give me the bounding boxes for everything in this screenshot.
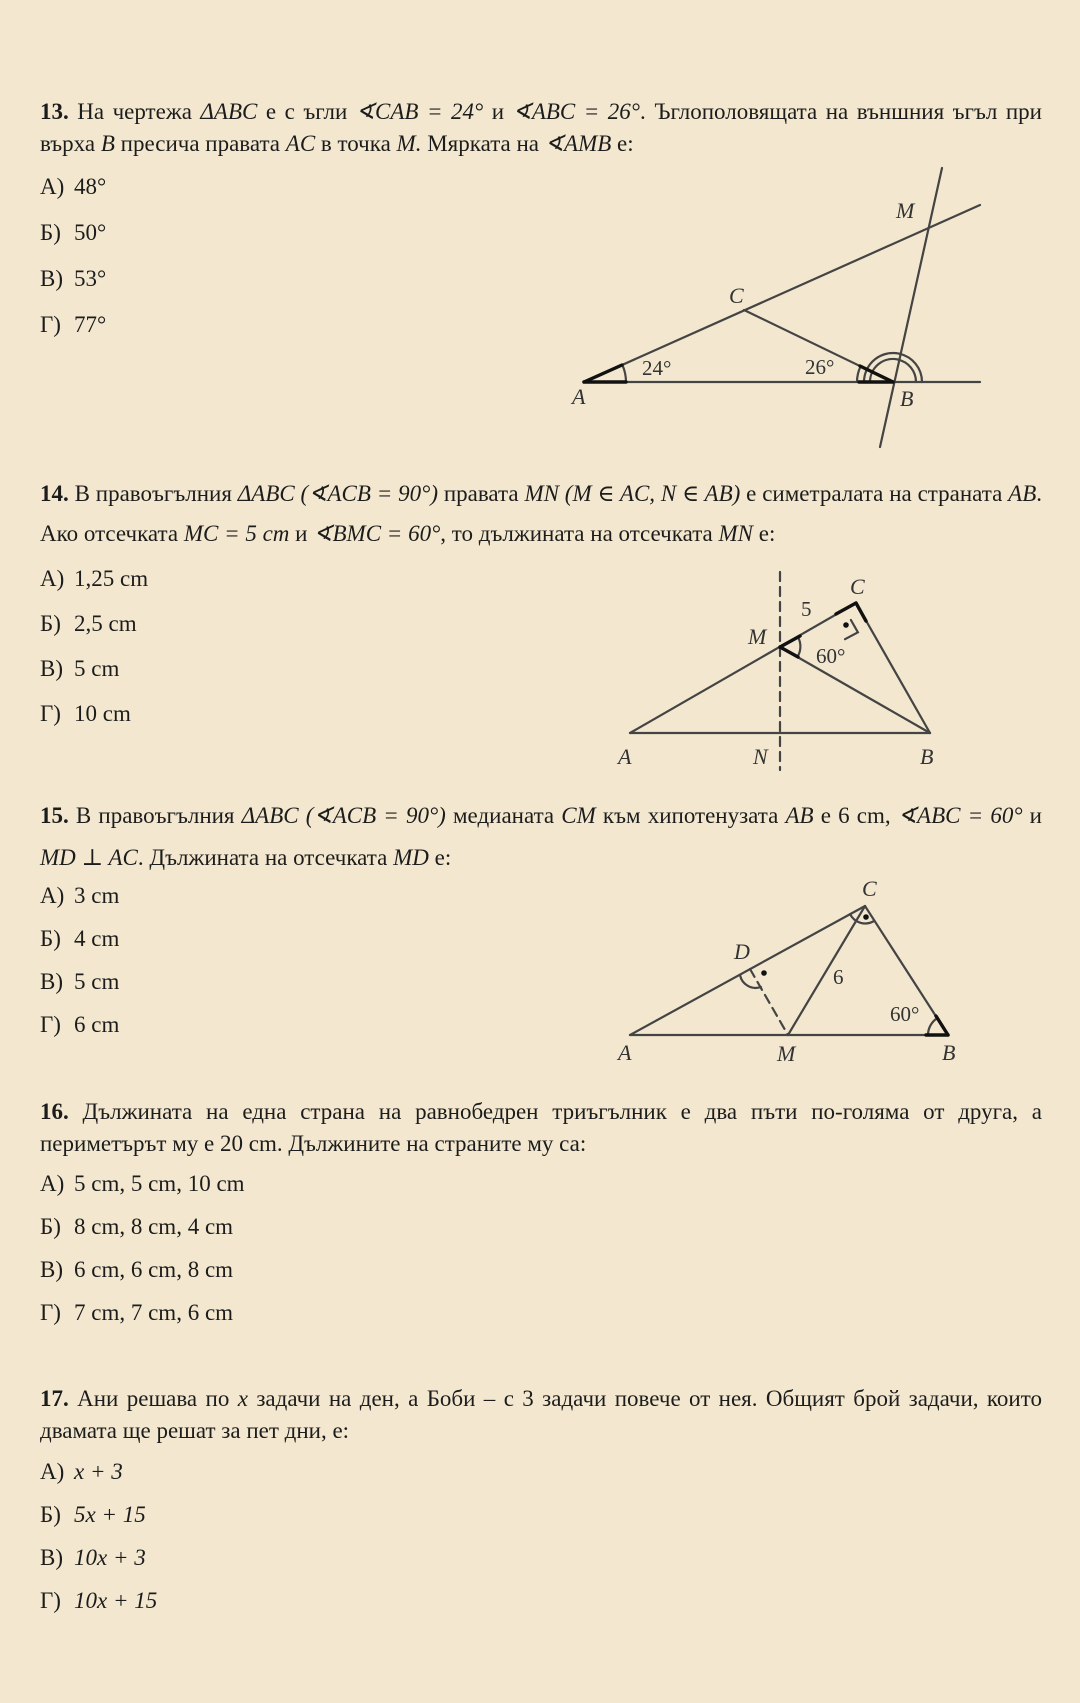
math-expr: CM [561,803,596,828]
angle-label-b: 60° [890,1002,920,1026]
stem-text: е: [428,845,452,870]
option-text: 53° [74,266,107,291]
angle-label-b: 26° [805,355,835,379]
math-expr: AB [1008,481,1037,506]
perpendicular-md [750,969,788,1035]
option-label: А) [40,1171,65,1196]
angle-label-m: 60° [816,644,846,668]
option-a[interactable] [40,566,148,592]
option-c[interactable] [40,969,119,995]
option-a[interactable] [40,883,119,909]
question-number: 17. [40,1386,69,1411]
side-ac [630,603,856,733]
math-expr: M. [396,131,422,156]
vertex-label-b: B [920,744,934,769]
option-b[interactable] [40,1214,233,1240]
option-a[interactable] [40,174,106,200]
option-d[interactable] [40,1012,119,1038]
option-label: Б) [40,611,61,636]
stem-text: в точка [315,131,397,156]
stem-text: На чертежа [68,99,201,124]
angle-b-arc [857,366,861,382]
stem-text: Ани решава по [68,1386,238,1411]
stem-text: е: [752,521,776,546]
option-text: 10x + 3 [74,1545,146,1570]
question-13 [40,96,1042,337]
math-expr: B [100,131,115,156]
math-expr: MD [393,845,429,870]
option-d[interactable] [40,701,131,727]
math-expr: ∢ABC = 60° [897,803,1023,828]
right-angle-dot [843,622,849,628]
question-number: 15. [40,803,69,828]
vertex-label-m: M [896,198,915,223]
stem-text: Дължината на една страна на равнобедрен триъгълник е два пъти по-голяма от друга, а периметърът му е 20 cm. Дължините на страните му са: [40,1099,1042,1156]
option-b[interactable] [40,220,106,246]
option-label: Г) [40,701,61,726]
angle-a-arc [622,365,626,382]
side-bc [856,603,930,733]
question-16 [40,1096,1042,1325]
stem-text: , то дължината на отсечката [440,521,719,546]
side-mark [936,1016,948,1035]
side-mark [780,636,800,647]
option-c[interactable] [40,1545,146,1571]
option-text: 5 cm [74,656,120,681]
math-expr: ΔABC [200,99,258,124]
stem-text: правата [438,481,525,506]
option-text: 50° [74,220,107,245]
stem-text: . Дължината на отсечката [137,845,394,870]
vertex-label-b: B [942,1040,956,1065]
stem-text: . Ако отсечката [40,481,1043,546]
option-a[interactable] [40,1171,245,1197]
option-text: 6 cm, 6 cm, 8 cm [74,1257,234,1282]
question-17 [40,1383,1042,1613]
median-cm [788,906,865,1035]
option-label: А) [40,174,65,199]
option-label: В) [40,1257,63,1282]
option-label: В) [40,969,63,994]
option-text: 5 cm [74,969,120,994]
question-14 [40,474,1043,726]
option-text: 3 cm [74,883,120,908]
option-b[interactable] [40,1502,146,1528]
math-expr: ∢CAB = 24° [355,99,484,124]
question-number: 14. [40,481,69,506]
option-text: x + 3 [74,1459,123,1484]
option-b[interactable] [40,926,119,952]
option-text: 10 cm [74,701,131,726]
question-14-stem [40,474,1042,554]
option-label: Б) [40,1214,61,1239]
math-expr: ∢ABC = 26° [512,99,640,124]
option-label: А) [40,883,65,908]
option-label: А) [40,566,65,591]
vertex-label-m: M [748,624,767,649]
option-label: А) [40,1459,65,1484]
side-mark [856,603,866,621]
stem-text: В правоъгълния [68,481,238,506]
option-label: В) [40,1545,63,1570]
question-number: 16. [40,1099,69,1124]
length-label-mc: 5 [801,597,812,621]
option-text: 4 cm [74,926,120,951]
math-expr: MC = 5 cm [183,521,290,546]
side-mark [584,365,622,382]
angle-b-arc [928,1018,937,1035]
stem-text: и [483,99,513,124]
stem-text: и [1022,803,1042,828]
option-label: В) [40,656,63,681]
option-c[interactable] [40,656,119,682]
question-15 [40,795,1042,1037]
option-text: 48° [74,174,107,199]
vertex-label-c: C [862,876,877,901]
side-mark [780,647,798,657]
math-expr: ∢AMB [544,131,612,156]
option-label: В) [40,266,63,291]
option-text: 77° [74,312,107,337]
stem-text: и [289,521,314,546]
option-label: Б) [40,1502,61,1527]
length-label-cm: 6 [833,965,844,989]
exterior-angle-arc-1 [898,360,916,382]
option-c[interactable] [40,266,106,292]
math-expr: AC [285,131,316,156]
question-13-stem [40,96,1042,160]
question-17-stem [40,1383,1042,1447]
stem-text: . Ъглополовящата на външния ъгъл при върха [40,99,1042,156]
stem-text: Мярката на [421,131,545,156]
stem-text: към хипотенузата [595,803,786,828]
option-b[interactable] [40,611,137,637]
math-expr: MD ⊥ AC [40,845,138,870]
option-text: 5x + 15 [74,1502,146,1527]
stem-text: пресича правата [114,131,286,156]
option-text: 7 cm, 7 cm, 6 cm [74,1300,234,1325]
vertex-label-m: M [777,1041,796,1066]
stem-text: е симетралата на страната [740,481,1009,506]
option-text: 10x + 15 [74,1588,158,1613]
vertex-label-b: B [900,386,914,411]
option-label: Б) [40,220,61,245]
math-expr: x [237,1386,248,1411]
angle-m-arc [797,637,800,657]
stem-text: е с ъгли [257,99,356,124]
right-angle-dot [863,914,869,920]
option-text: 8 cm, 8 cm, 4 cm [74,1214,234,1239]
right-angle-dot [761,970,767,976]
segment-mb [780,647,930,733]
vertex-label-a: A [618,744,632,769]
vertex-label-n: N [753,744,768,769]
vertex-label-c: C [850,574,865,599]
option-a[interactable] [40,1459,123,1485]
math-expr: MN (M ∈ AC, N ∈ AB) [524,481,741,506]
side-ac [630,906,865,1035]
option-d[interactable] [40,1300,233,1326]
question-number: 13. [40,99,69,124]
math-expr: AB [785,803,814,828]
option-text: 2,5 cm [74,611,137,636]
vertex-label-a: A [618,1040,632,1065]
math-expr: ΔABC (∢ACB = 90°) [241,803,446,828]
option-label: Г) [40,1300,61,1325]
stem-text: е 6 cm, [813,803,898,828]
vertex-label-a: A [572,384,586,409]
side-mark [836,603,856,614]
stem-text: е: [611,131,634,156]
option-label: Г) [40,312,61,337]
vertex-label-c: C [729,283,744,308]
option-d[interactable] [40,312,106,338]
option-label: Б) [40,926,61,951]
vertex-label-d: D [734,939,750,964]
stem-text: В правоъгълния [68,803,242,828]
angle-label-a: 24° [642,356,672,380]
option-c[interactable] [40,1257,233,1283]
question-15-stem [40,795,1042,879]
option-d[interactable] [40,1588,157,1614]
figure-13 [570,160,990,455]
option-text: 5 cm, 5 cm, 10 cm [74,1171,245,1196]
math-expr: ∢BMC = 60° [313,521,441,546]
math-expr: ΔABC (∢ACB = 90°) [237,481,438,506]
figure-14 [610,566,940,776]
stem-text: задачи на ден, а Боби – с 3 задачи повече от нея. Общият брой задачи, които двамата ще решат за пет дни, е: [40,1386,1042,1443]
math-expr: MN [718,521,753,546]
figure-15 [610,870,970,1070]
question-16-stem [40,1096,1042,1160]
stem-text: медианата [445,803,562,828]
option-text: 1,25 cm [74,566,149,591]
option-label: Г) [40,1012,61,1037]
option-text: 6 cm [74,1012,120,1037]
option-label: Г) [40,1588,61,1613]
